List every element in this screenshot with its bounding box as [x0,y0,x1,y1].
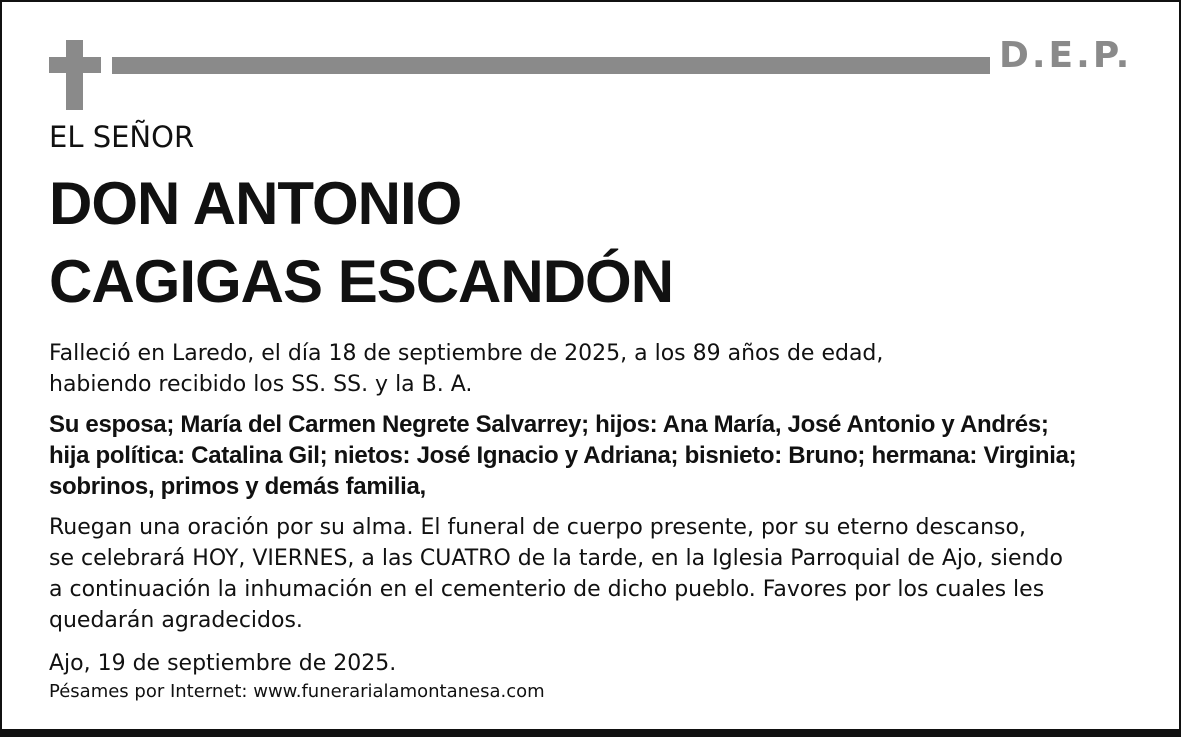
death-line: habiendo recibido los SS. SS. y la B. A. [49,372,473,397]
cross-icon [49,40,101,110]
funeral-line: Ruegan una oración por su alma. El funeral de cuerpo presente, por su eterno descanso, [49,515,1026,540]
family-line: sobrinos, primos y demás familia, [49,473,426,500]
place-date: Ajo, 19 de septiembre de 2025. [49,651,397,676]
deceased-name-line-2: CAGIGAS ESCANDÓN [49,248,674,315]
funeral-line: quedarán agradecidos. [49,608,303,633]
deceased-name-line-1: DON ANTONIO [49,170,462,237]
header-rule [112,57,990,74]
condolences-link[interactable]: Pésames por Internet: www.funerarialamontanesa.com [49,681,545,702]
title-prefix: EL SEÑOR [49,120,195,154]
family-line: hija política: Catalina Gil; nietos: José Ignacio y Adriana; bisnieto: Bruno; hermana: Virginia; [49,442,1077,469]
dep-label: D.E.P. [999,35,1133,76]
family-line: Su esposa; María del Carmen Negrete Salvarrey; hijos: Ana María, José Antonio y Andrés; [49,411,1049,438]
funeral-line: a continuación la inhumación en el cementerio de dicho pueblo. Favores por los cuales les [49,577,1045,602]
death-line: Falleció en Laredo, el día 18 de septiembre de 2025, a los 89 años de edad, [49,341,884,366]
funeral-line: se celebrará HOY, VIERNES, a las CUATRO de la tarde, en la Iglesia Parroquial de Ajo, siendo [49,546,1063,571]
